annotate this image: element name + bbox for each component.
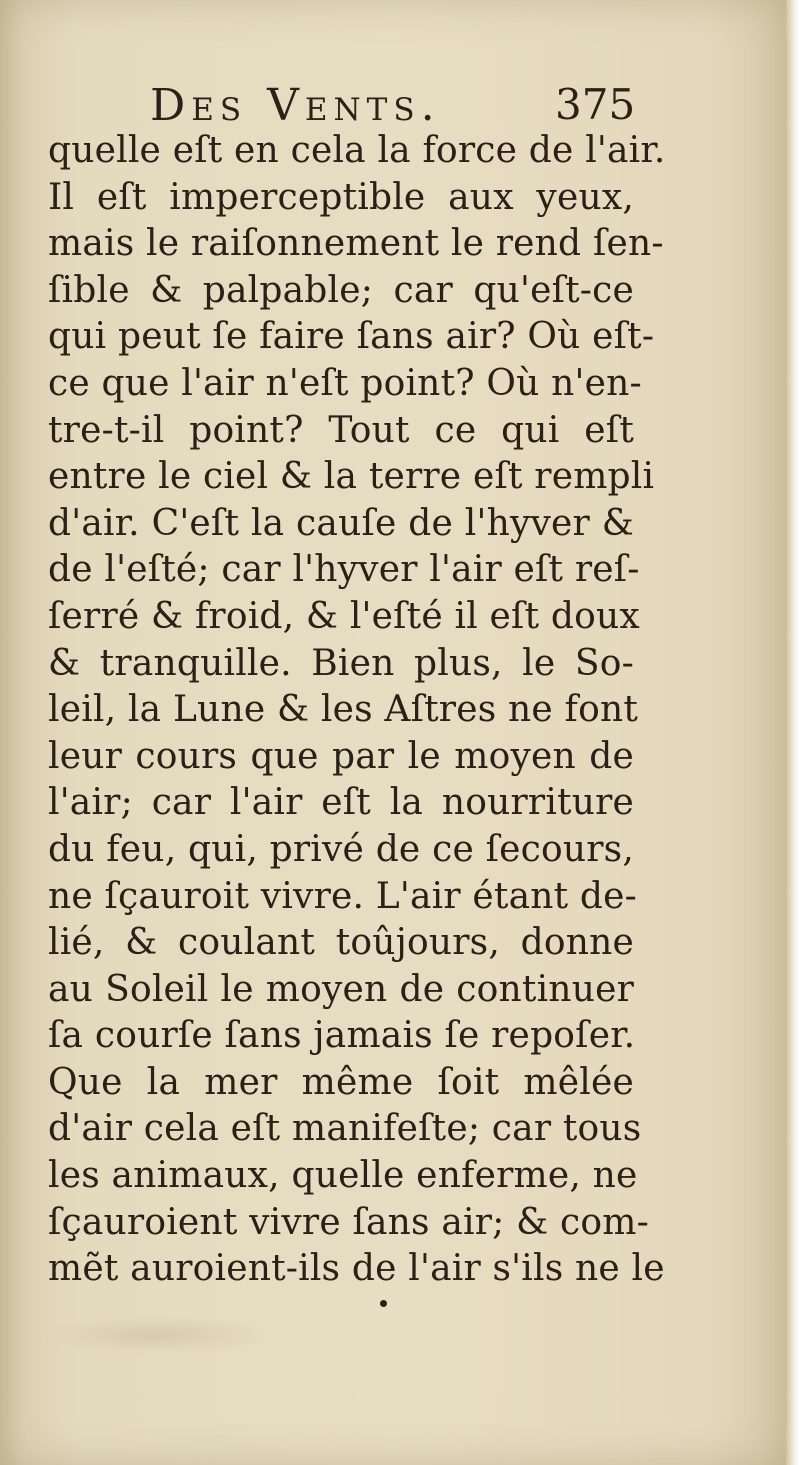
text-line: ne ſçauroit vivre. L'air étant de- — [48, 875, 638, 917]
text-line: ſible & palpable; car qu'eſt-ce — [48, 269, 634, 311]
text-line: ſçauroient vivre ſans air; & com- — [48, 1201, 649, 1243]
text-line: ſerré & froid, & l'eſté il eſt doux — [48, 595, 640, 637]
ink-dot — [380, 1300, 387, 1307]
body-text — [48, 128, 666, 1293]
text-line: au Soleil le moyen de continuer — [48, 968, 634, 1010]
text-line: mẽt auroient-ils de l'air s'ils ne le — [48, 1248, 665, 1290]
running-head-title: Des Vents. — [150, 80, 441, 131]
text-line: ce que l'air n'eſt point? Où n'en- — [48, 362, 642, 404]
text-line: du feu, qui, privé de ce ſecours, — [48, 828, 634, 870]
text-line: leil, la Lune & les Aſtres ne font — [48, 689, 639, 731]
text-line: Il eſt imperceptible aux yeux, — [48, 176, 634, 218]
text-line: qui peut ſe faire ſans air? Où eſt- — [48, 316, 655, 358]
text-line: tre-t-il point? Tout ce qui eſt — [48, 409, 634, 451]
text-line: & tranquille. Bien plus, le So- — [48, 642, 634, 684]
text-line: de l'eſté; car l'hyver l'air eſt reſ- — [48, 549, 640, 591]
page-edge — [786, 0, 800, 1465]
text-line: Que la mer même ſoit mêlée — [48, 1061, 634, 1103]
page-number: 375 — [555, 80, 636, 129]
text-line: quelle eſt en cela la force de l'air. — [48, 130, 666, 171]
text-line: d'air. C'eſt la cauſe de l'hyver & — [48, 502, 634, 544]
text-line: les animaux, quelle enferme, ne — [48, 1155, 638, 1197]
text-line: leur cours que par le moyen de — [48, 735, 634, 777]
show-through-smudge — [40, 1315, 270, 1355]
text-line: entre le ciel & la terre eſt rempli — [48, 456, 655, 498]
text-line: mais le raiſonnement le rend ſen- — [48, 223, 664, 265]
text-line: lié, & coulant toûjours, donne — [48, 922, 634, 964]
text-line: ſa courſe ſans jamais ſe repoſer. — [48, 1015, 636, 1057]
text-line: d'air cela eſt manifeſte; car tous — [48, 1108, 642, 1150]
text-line: l'air; car l'air eſt la nourriture — [48, 782, 634, 824]
